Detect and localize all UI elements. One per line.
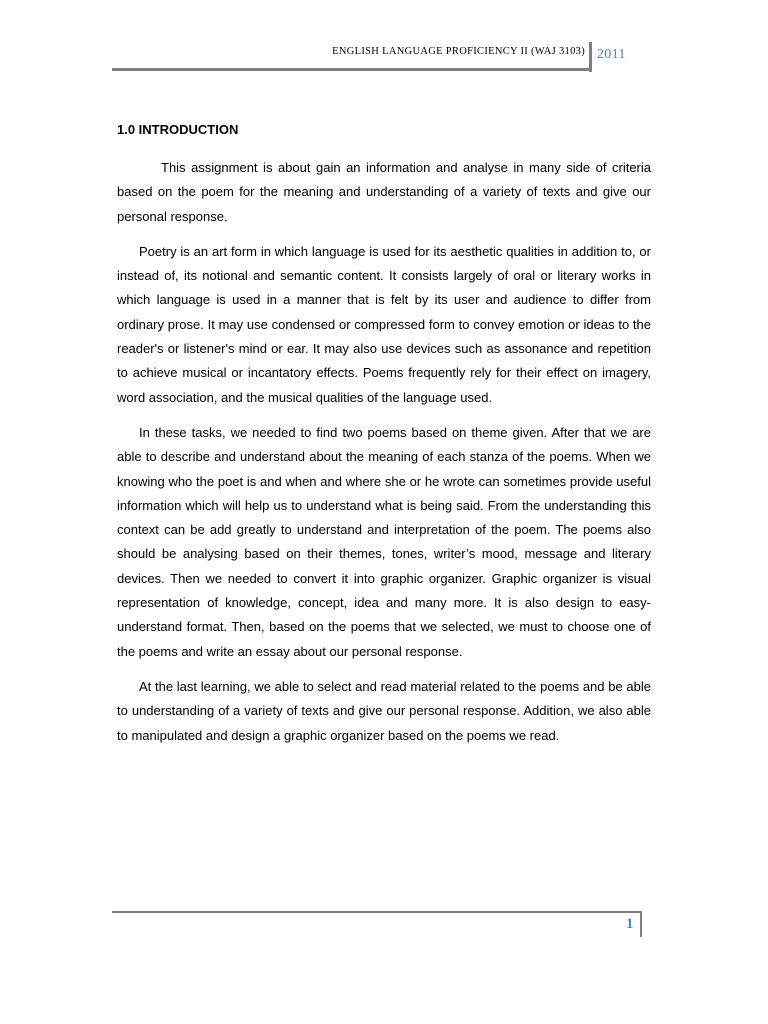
paragraph: This assignment is about gain an information and analyse in many side of criteria based on the poem for the meaning and understanding of a variety of texts and give our personal response. [117, 160, 651, 224]
footer-divider [640, 911, 642, 937]
header-year: 2011 [597, 47, 626, 62]
section-heading: 1.0 INTRODUCTION [117, 122, 239, 137]
paragraph: Poetry is an art form in which language is used for its aesthetic qualities in addition to, or instead of, its notional and semantic content. It consists largely of oral or literary works in which language is used in a manner that is felt by its user and audience to differ from ordinary prose. It may use condensed or compressed form to convey emotion or ideas to the reader's or listener's mind or ear. It may also use devices such as assonance and repetition to achieve musical or incantatory effects. Poems frequently rely for their effect on imagery, word association, and the musical qualities of the language used. [117, 243, 651, 405]
header-rule [112, 68, 592, 71]
footer-rule [112, 911, 642, 913]
document-body [117, 120, 651, 759]
header-course-title: ENGLISH LANGUAGE PROFICIENCY II (WAJ 3103) [332, 46, 585, 57]
paragraph: In these tasks, we needed to find two poems based on theme given. After that we are able to describe and understand about the meaning of each stanza of the poems. When we knowing who the poet is and when and where she or he wrote can sometimes provide useful information which will help us to understand what is being said. From the understanding this context can be add greatly to understand and interpretation of the poem. The poems also should be analysing based on their themes, tones, writer’s mood, message and literary devices. Then we needed to convert it into graphic organizer. Graphic organizer is visual representation of knowledge, concept, idea and many more. It is also design to easy-understand format. Then, based on the poems that we selected, we must to choose one of the poems and write an essay about our personal response. [117, 424, 651, 659]
page-number: 1 [626, 916, 634, 932]
paragraph: At the last learning, we able to select and read material related to the poems and be able to understanding of a variety of texts and give our personal response. Addition, we also able to manipulated and design a graphic organizer based on the poems we read. [117, 678, 651, 743]
